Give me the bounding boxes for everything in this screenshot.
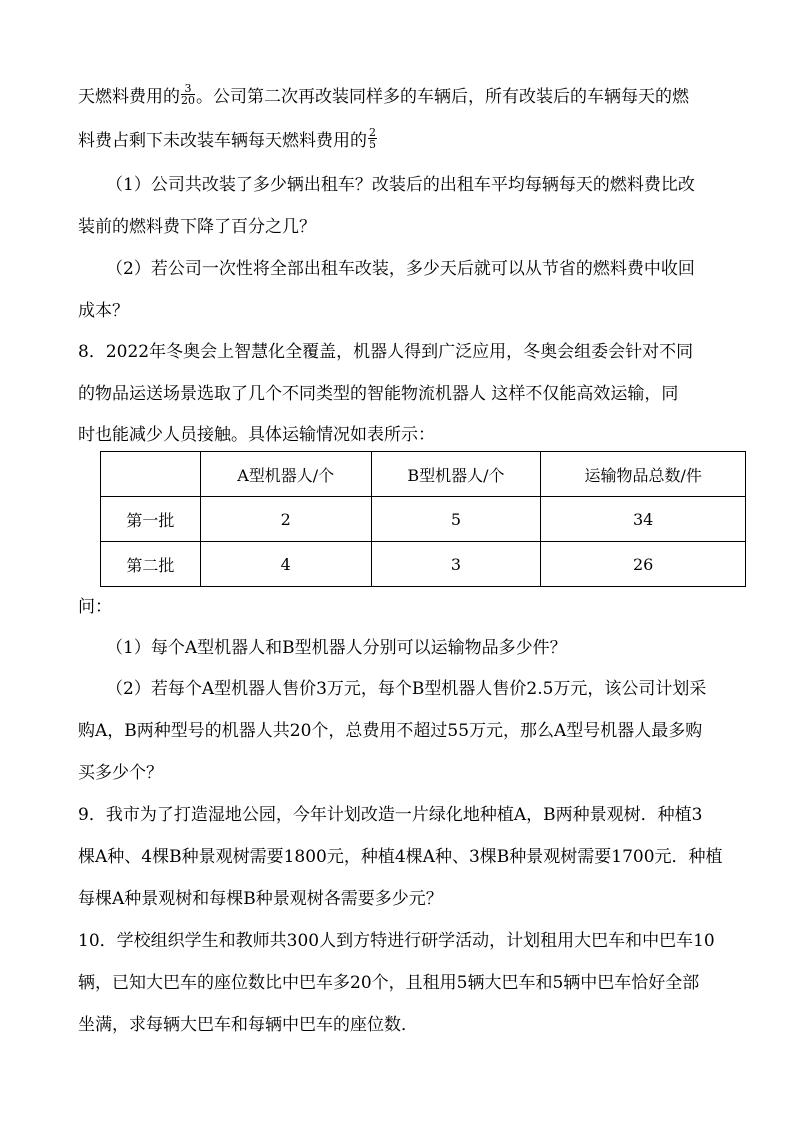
q8-sub2-line-1: （2）若每个A型机器人售价3万元，每个B型机器人售价2.5万元，该公司计划采 bbox=[106, 679, 707, 699]
q9-line-2: 棵A种、4棵B种景观树需要1800元，种植4棵A种、3棵B种景观树需要1700元．种植 bbox=[78, 847, 723, 867]
table-cell: 第二批 bbox=[101, 542, 201, 587]
fraction-denominator: 20 bbox=[181, 94, 195, 107]
fraction-numerator: 2 bbox=[369, 126, 376, 139]
table-cell: 4 bbox=[200, 542, 371, 587]
q10-line-3: 坐满，求每辆大巴车和每辆中巴车的座位数． bbox=[78, 1015, 418, 1035]
table-cell: 3 bbox=[371, 542, 541, 587]
q9-line-1: 9．我市为了打造湿地公园，今年计划改造一片绿化地种植A，B两种景观树．种植3 bbox=[78, 805, 703, 825]
q7-line-1 bbox=[78, 82, 758, 109]
q7-line-2-a: 料费占剩下未改装车辆每天燃料费用的 bbox=[78, 131, 367, 151]
fraction-2-5 bbox=[368, 127, 377, 150]
q8-sub2-line-3: 买多少个？ bbox=[78, 763, 163, 783]
q8-line-1: 8．2022年冬奥会上智慧化全覆盖，机器人得到广泛应用，冬奥会组委会针对不同 bbox=[78, 342, 694, 362]
q9-line-3: 每棵A种景观树和每棵B种景观树各需要多少元？ bbox=[78, 889, 443, 909]
q8-line-2: 的物品运送场景选取了几个不同类型的智能物流机器人 这样不仅能高效运输，同 bbox=[78, 384, 679, 404]
table-header-cell: B型机器人/个 bbox=[371, 452, 541, 497]
q8-sub1: （1）每个A型机器人和B型机器人分别可以运输物品多少件？ bbox=[106, 638, 567, 658]
table-cell: 2 bbox=[200, 497, 371, 542]
q8-line-3: 时也能减少人员接触。具体运输情况如表所示： bbox=[78, 425, 435, 445]
q10-line-2: 辆，已知大巴车的座位数比中巴车多20个，且租用5辆大巴车和5辆中巴车恰好全部 bbox=[78, 973, 700, 993]
q7-line-1-b: 。公司第二次再改装同样多的车辆后，所有改装后的车辆每天的燃 bbox=[196, 87, 689, 107]
table-cell: 26 bbox=[541, 542, 746, 587]
q7-line-2 bbox=[78, 126, 758, 153]
q7-line-1-a: 天燃料费用的 bbox=[78, 87, 180, 107]
q7-sub1-line-2: 装前的燃料费下降了百分之几？ bbox=[78, 217, 316, 237]
table-header-cell: 运输物品总数/件 bbox=[541, 452, 746, 497]
q8-sub2-line-2: 购A，B两种型号的机器人共20个，总费用不超过55万元，那么A型号机器人最多购 bbox=[78, 721, 703, 741]
table-cell: 第一批 bbox=[101, 497, 201, 542]
table-cell: 5 bbox=[371, 497, 541, 542]
table-row bbox=[101, 497, 746, 542]
fraction-numerator: 3 bbox=[181, 83, 195, 95]
table-row bbox=[101, 542, 746, 587]
table-header-cell bbox=[101, 452, 201, 497]
robot-transport-table bbox=[100, 451, 746, 587]
q10-line-1: 10．学校组织学生和教师共300人到方特进行研学活动，计划租用大巴车和中巴车10 bbox=[78, 931, 715, 951]
q7-sub2-line-2: 成本？ bbox=[78, 301, 129, 321]
table-header-row bbox=[101, 452, 746, 497]
q8-ask: 问： bbox=[78, 597, 112, 617]
table-cell: 34 bbox=[541, 497, 746, 542]
fraction-denominator: 5 bbox=[369, 138, 376, 151]
fraction-3-20 bbox=[181, 83, 195, 106]
q7-sub2-line-1: （2）若公司一次性将全部出租车改装，多少天后就可以从节省的燃料费中收回 bbox=[106, 259, 695, 279]
table-header-cell: A型机器人/个 bbox=[200, 452, 371, 497]
q7-sub1-line-1: （1）公司共改装了多少辆出租车？改装后的出租车平均每辆每天的燃料费比改 bbox=[106, 175, 695, 195]
